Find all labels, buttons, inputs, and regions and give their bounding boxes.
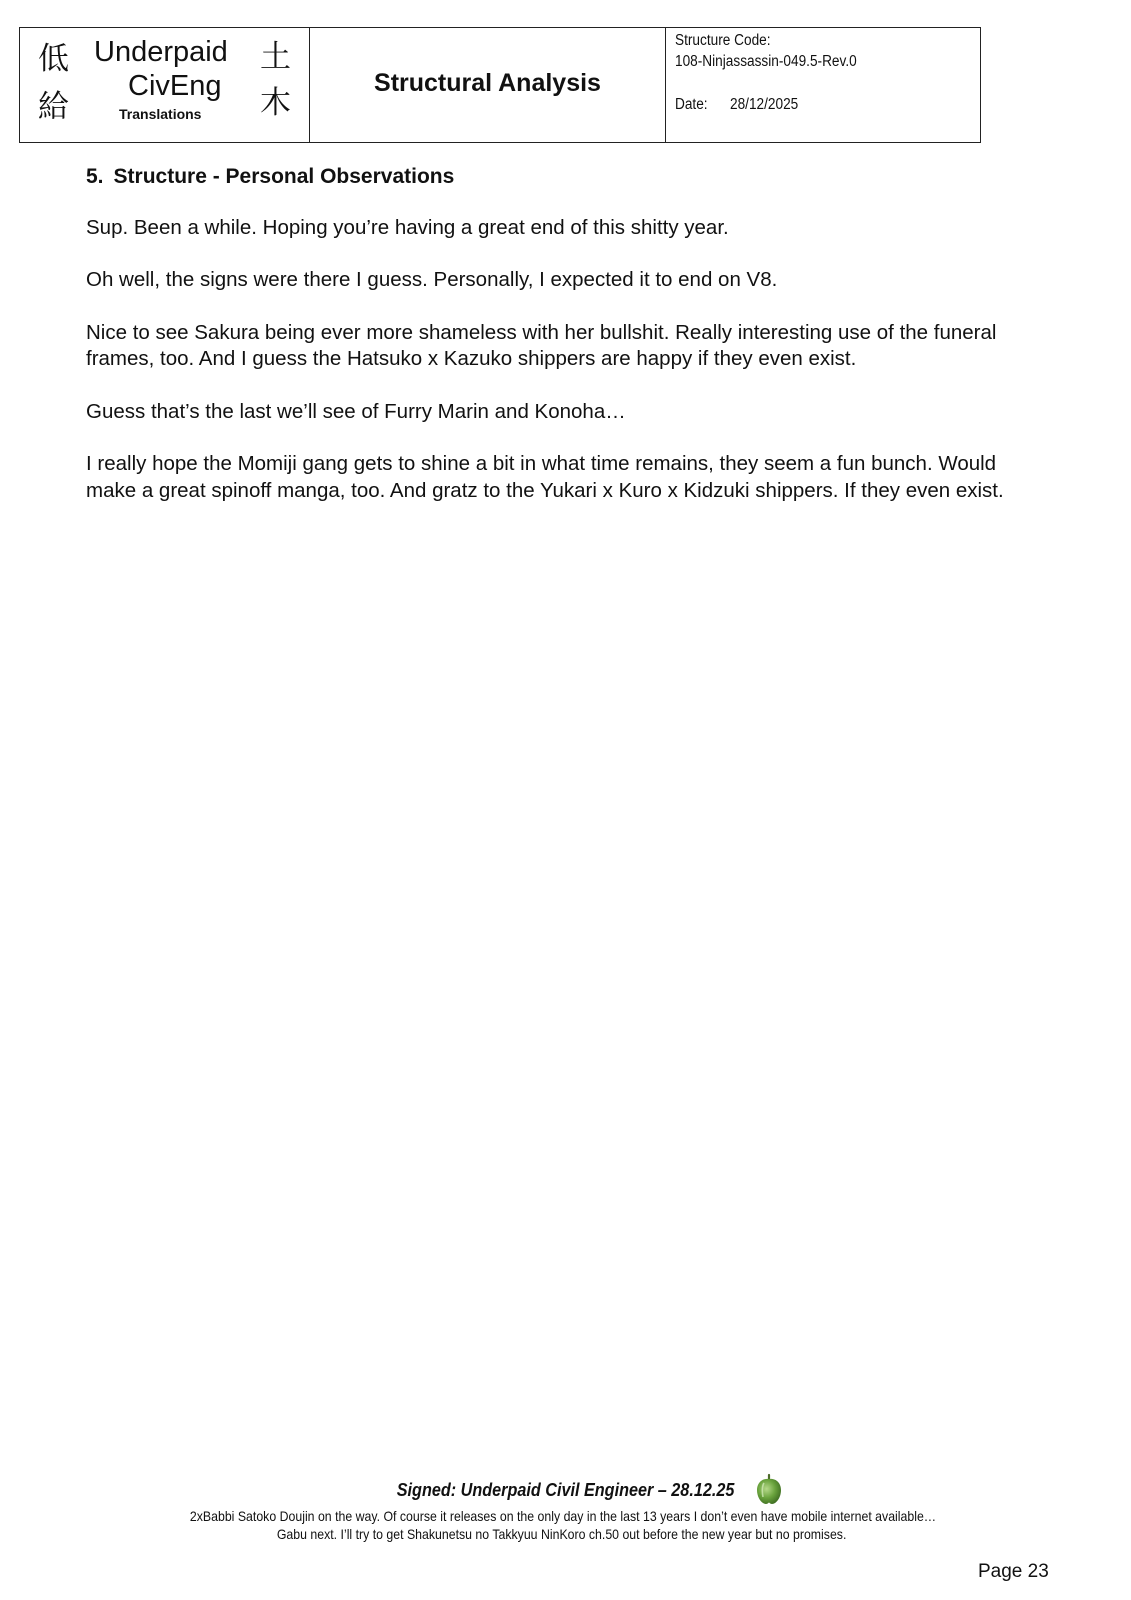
signature: [0, 1480, 1131, 1501]
header-title-cell: [310, 28, 666, 142]
paragraph: I really hope the Momiji gang gets to shine a bit in what time remains, they seem a fun bunch. Would make a great spinoff manga, too. And gratz to the Yukari x Kuro x Kidzuki shippers. If they even exist.: [86, 452, 1004, 502]
logo-kanji-top-right: 土: [260, 39, 291, 75]
paragraph: Oh well, the signs were there I guess. Personally, I expected it to end on V8.: [86, 268, 778, 291]
section-title: Structure - Personal Observations: [113, 165, 455, 188]
structure-code-value: 108-Ninjassassin-049.5-Rev.0: [675, 53, 857, 70]
section-heading: [86, 164, 1046, 191]
document-title: Structural Analysis: [374, 68, 601, 97]
structure-code-label: Structure Code:: [675, 32, 771, 49]
green-bell-pepper-icon: [754, 1472, 784, 1506]
document-body: [86, 164, 1046, 530]
document-header: [19, 27, 981, 143]
logo-text-line3: Translations: [119, 106, 202, 122]
date-label: Date:: [675, 96, 708, 113]
page-number: Page 23: [978, 1561, 1049, 1582]
logo: [20, 28, 310, 142]
logo-text-line1: Underpaid: [94, 36, 228, 68]
signature-text: Signed: Underpaid Civil Engineer – 28.12.25: [396, 1480, 735, 1500]
paragraph: Sup. Been a while. Hoping you’re having a great end of this shitty year.: [86, 215, 729, 239]
footer-note-line1: 2xBabbi Satoko Doujin on the way. Of course it releases on the only day in the last 13 years I don’t even have mobile internet available…: [190, 1508, 937, 1524]
date-value: 28/12/2025: [730, 96, 799, 113]
section-number: 5.: [86, 165, 104, 188]
footer-note-line2: Gabu next. I’ll try to get Shakunetsu no Takkyuu NinKoro ch.50 out before the new year but no promises.: [276, 1526, 847, 1542]
logo-text-line2: CivEng: [128, 70, 222, 102]
paragraph: Nice to see Sakura being ever more shameless with her bullshit. Really interesting use of the funeral frames, too. And I guess the Hatsuko x Kazuko shippers are happy if they even exist.: [86, 320, 997, 370]
logo-kanji-top-left: 低: [38, 41, 69, 77]
logo-kanji-bottom-left: 給: [38, 89, 69, 125]
header-info-cell: [666, 28, 980, 142]
paragraph: Guess that’s the last we’ll see of Furry Marin and Konoha…: [86, 399, 626, 423]
logo-kanji-bottom-right: 木: [260, 85, 291, 121]
